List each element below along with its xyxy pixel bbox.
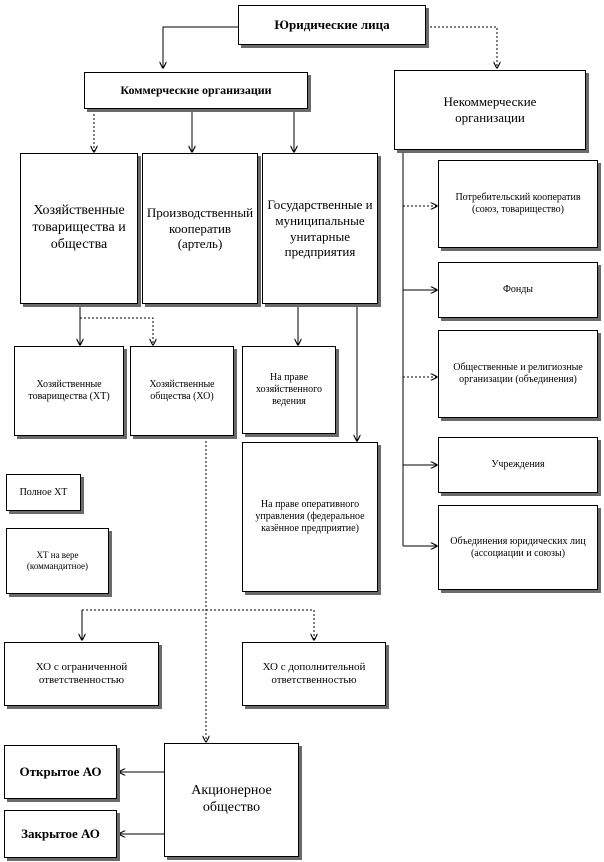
unitary-enterprises-box (262, 153, 378, 304)
closed-jsc-label: Закрытое АО (21, 826, 100, 842)
llc-box (4, 642, 159, 706)
economic-management-box (242, 346, 336, 434)
open-jsc-label: Открытое АО (19, 764, 102, 780)
institutions-box (438, 437, 598, 493)
joint-stock-company-box (164, 743, 299, 857)
consumer-cooperative-label: Потребительский кооператив (союз, товарищество) (455, 192, 581, 215)
joint-stock-company-label: Акционерное общество (191, 783, 272, 815)
noncommercial-organizations-label: Некоммерческие организации (443, 94, 537, 125)
ht-box (14, 346, 124, 436)
cooperative-box (142, 153, 258, 304)
legal-entities-box (238, 5, 426, 45)
cooperative-label: Производственный кооператив (артель) (146, 205, 254, 252)
llc-label: ХО с ограниченной ответственностью (35, 660, 128, 686)
foundations-box (438, 262, 598, 318)
operational-management-box (242, 442, 378, 592)
noncommercial-organizations-box (394, 70, 586, 150)
commercial-organizations-box (84, 72, 308, 109)
legal-entities-label: Юридические лица (274, 17, 390, 33)
commercial-organizations-label: Коммерческие организации (120, 83, 272, 98)
foundations-label: Фонды (502, 284, 534, 295)
open-jsc-box (4, 745, 117, 799)
associations-label: Объединения юридических лиц (ассоциации и союзы) (450, 535, 586, 559)
limited-ht-label: ХТ на вере (коммандитное) (26, 550, 89, 571)
public-religious-orgs-box (438, 330, 598, 418)
associations-box (438, 505, 598, 590)
ho-label: Хозяйственные общества (ХО) (149, 379, 215, 402)
full-ht-box (6, 474, 81, 511)
root-to-commercial-arrow (163, 27, 238, 68)
limited-ht-box (6, 528, 109, 594)
consumer-cooperative-box (438, 160, 598, 248)
partnerships-to-ho-arrow (80, 318, 153, 345)
closed-jsc-box (4, 810, 117, 858)
institutions-label: Учреждения (491, 459, 545, 470)
public-religious-orgs-label: Общественные и религиозные организации (объединения) (453, 362, 583, 385)
alc-box (242, 642, 386, 706)
full-ht-label: Полное ХТ (19, 486, 68, 498)
unitary-enterprises-label: Государственные и муниципальные унитарные предприятия (267, 197, 373, 260)
alc-label: ХО с дополнительной ответственностью (262, 660, 366, 686)
economic-management-label: На праве хозяйственного ведения (256, 372, 322, 407)
ho-box (130, 346, 234, 436)
partnerships-box (20, 153, 138, 304)
partnerships-label: Хозяйственные товарищества и общества (32, 203, 126, 252)
ht-label: Хозяйственные товарищества (ХТ) (28, 379, 110, 402)
operational-management-label: На праве оперативного управления (федеральное казённое предприятие) (255, 499, 365, 534)
root-to-noncommercial-arrow (426, 27, 497, 68)
